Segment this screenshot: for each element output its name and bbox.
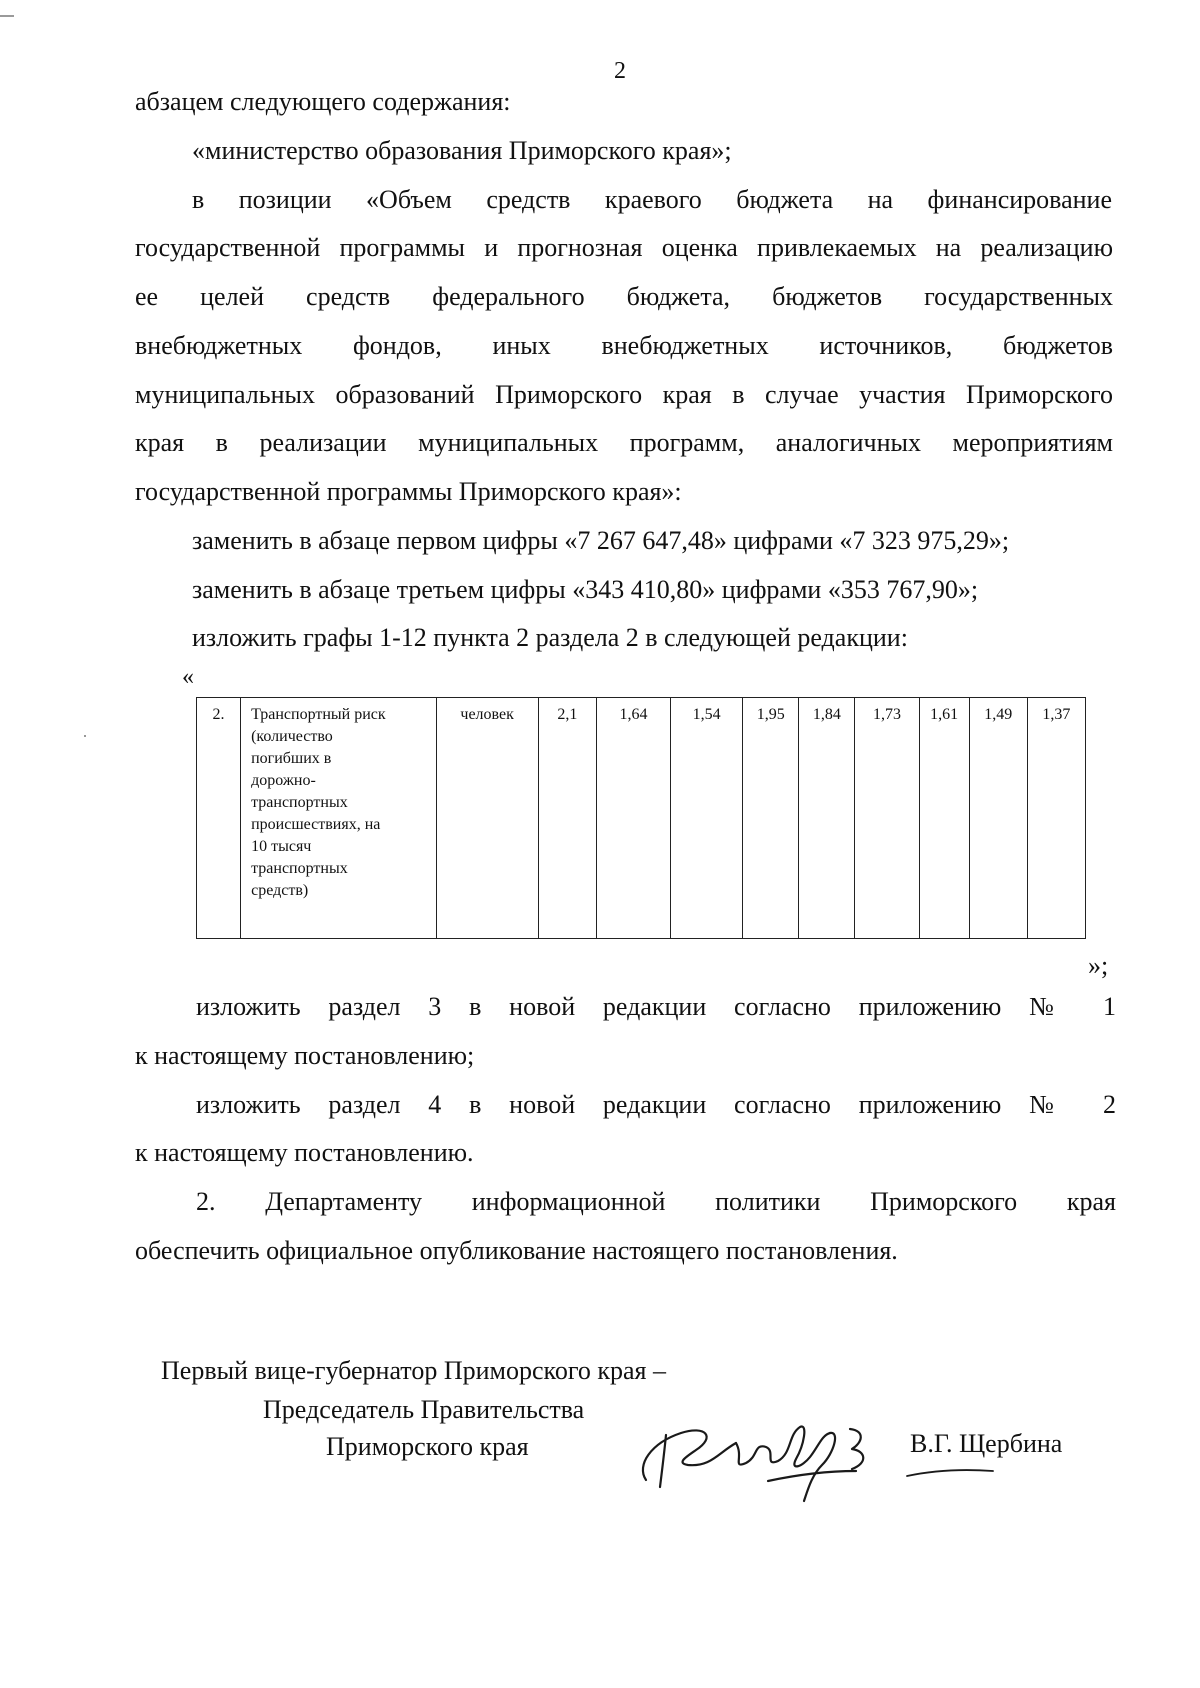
- value-cell: 1,73: [855, 698, 919, 939]
- value-cell: 1,37: [1027, 698, 1085, 939]
- indicator-table: [196, 697, 1086, 939]
- row-number: 2.: [197, 698, 241, 939]
- closing-quote: »;: [1088, 951, 1109, 980]
- paragraph-line: изложить раздел 3 в новой редакции согласно приложению № 1: [196, 992, 1116, 1021]
- indicator-name: Транспортный риск (количество погибших в дорожно- транспортных происшествиях, на 10 тысяч транспортных средств): [241, 698, 436, 939]
- paragraph-line: «министерство образования Приморского края»;: [192, 136, 732, 165]
- paragraph-line: обеспечить официальное опубликование настоящего постановления.: [135, 1236, 898, 1265]
- paragraph-line: муниципальных образований Приморского края в случае участия Приморского: [135, 380, 1113, 409]
- paragraph-line: 2. Департаменту информационной политики Приморского края: [196, 1187, 1116, 1216]
- value-cell: 1,64: [596, 698, 670, 939]
- value-cell: 1,49: [969, 698, 1027, 939]
- paragraph-line: заменить в абзаце третьем цифры «343 410,80» цифрами «353 767,90»;: [192, 575, 979, 604]
- value-cell: 1,84: [799, 698, 855, 939]
- paragraph-line: изложить графы 1-12 пункта 2 раздела 2 в следующей редакции:: [192, 623, 908, 652]
- paragraph-line: государственной программы и прогнозная оценка привлекаемых на реализацию: [135, 233, 1113, 262]
- paragraph-line: ее целей средств федерального бюджета, бюджетов государственных: [135, 282, 1113, 311]
- paragraph-line: изложить раздел 4 в новой редакции согласно приложению № 2: [196, 1090, 1116, 1119]
- signatory-title-line3: Приморского края: [326, 1432, 529, 1461]
- paragraph-line: края в реализации муниципальных программ, аналогичных мероприятиям: [135, 428, 1113, 457]
- unit-cell: человек: [436, 698, 538, 939]
- value-cell: 1,61: [919, 698, 969, 939]
- signatory-name: В.Г. Щербина: [910, 1429, 1063, 1458]
- paragraph-line: абзацем следующего содержания:: [135, 87, 511, 116]
- handwritten-signature: [626, 1405, 906, 1515]
- signatory-title-line1: Первый вице-губернатор Приморского края –: [161, 1356, 666, 1385]
- table-row: [197, 698, 1086, 939]
- paragraph-line: к настоящему постановлению.: [135, 1138, 474, 1167]
- scan-speck: [84, 735, 86, 737]
- page-number: 2: [614, 58, 626, 84]
- value-cell: 1,54: [671, 698, 743, 939]
- scan-corner-mark: [0, 15, 14, 17]
- value-cell: 1,95: [743, 698, 799, 939]
- value-cell: 2,1: [538, 698, 596, 939]
- signature-underline: [905, 1466, 995, 1480]
- paragraph-line: к настоящему постановлению;: [135, 1041, 475, 1070]
- signatory-title-line2: Председатель Правительства: [263, 1395, 585, 1424]
- opening-quote: «: [182, 664, 194, 690]
- paragraph-line: внебюджетных фондов, иных внебюджетных источников, бюджетов: [135, 331, 1113, 360]
- paragraph-line: государственной программы Приморского края»:: [135, 477, 682, 506]
- paragraph-line: заменить в абзаце первом цифры «7 267 647,48» цифрами «7 323 975,29»;: [192, 526, 1010, 555]
- paragraph-line: в позиции «Объем средств краевого бюджета на финансирование: [192, 185, 1112, 214]
